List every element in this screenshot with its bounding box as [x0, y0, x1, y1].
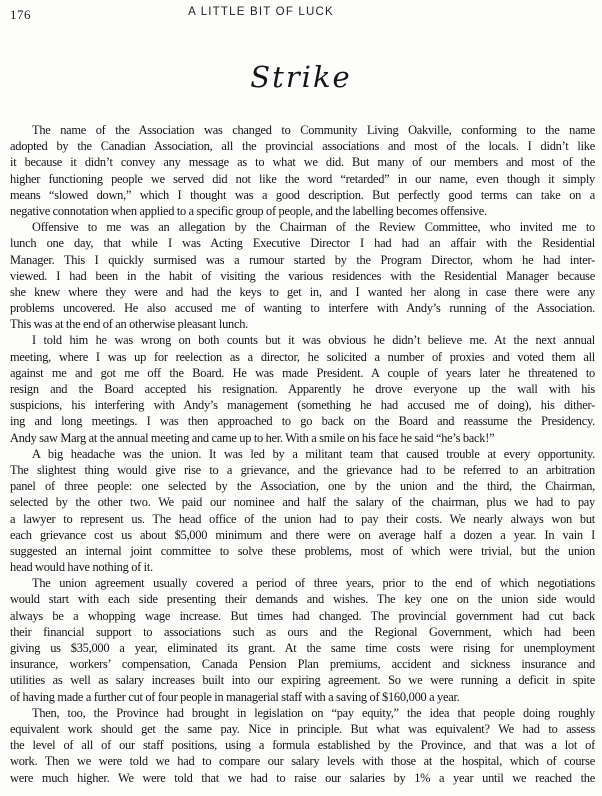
- text-line: always be a whopping wage increase. But times had changed. The provincial government had cut back: [10, 608, 595, 623]
- text-line: insurance, workers’ compensation, Canada Pension Plan premiums, accident and sickness insurance and: [10, 657, 595, 672]
- paragraph: [10, 705, 595, 786]
- text-line: negative connotation when applied to a specific group of people, and the labelling becomes offensive.: [10, 203, 487, 218]
- text-line: resign and the Board accepted his resignation. Apparently he drove everyone up the wall with his: [10, 382, 595, 396]
- text-line: Manager. This I quickly surmised was a rumour started by the Program Director, whom he had inter-: [10, 252, 595, 267]
- chapter-title: Strike: [250, 60, 352, 94]
- text-line: The slightest thing would give rise to a grievance, and the grievance had to be referred to an arbitration: [10, 462, 595, 477]
- text-line: would start with each side presenting their demands and wishes. The key one on the union side would: [10, 592, 595, 607]
- text-line: meeting, where I was up for reelection as a director, he solicited a number of proxies and voted them all: [10, 349, 595, 364]
- text-line: against me and got me off the Board. He was made President. A couple of years later he threatened to: [10, 365, 595, 380]
- paragraph: [10, 122, 595, 219]
- running-head: A LITTLE BIT OF LUCK: [188, 6, 334, 18]
- text-line: problems uncovered. He also accused me of wanting to interfere with Andy’s running of the Association.: [10, 301, 595, 316]
- text-line: giving us $35,000 a year, eliminated its grant. At the same time costs were rising for unemployment: [10, 641, 595, 655]
- text-line: their financial support to associations such as ours and the Regional Government, which had been: [10, 624, 595, 639]
- paragraph: [10, 446, 595, 576]
- text-line: The union agreement usually covered a period of three years, prior to the end of which negotiations: [32, 576, 595, 591]
- text-line: head would have nothing of it.: [10, 560, 153, 575]
- text-line: panel of three people: one selected by the Association, one by the union and the third, the Chairman,: [10, 479, 595, 494]
- text-line: were much higher. We were told that we had to raise our salaries by 1% a year until we reached the: [10, 770, 595, 785]
- text-line: Then, too, the Province had brought in legislation on “pay equity,” the idea that people doing roughly: [32, 705, 595, 720]
- text-line: selected by the other two. We paid our nominee and half the salary of the chairman, plus we had to pay: [10, 495, 595, 510]
- text-line: higher functioning people we served did not like the word “retarded” in our name, even though it simply: [10, 171, 595, 186]
- page-header: [0, 6, 602, 24]
- text-line: means “slowed down,” which I thought was a good description. But perfectly good terms can take on a: [10, 187, 595, 202]
- text-line: she knew where they were and had the keys to get in, and I wanted her along in case there were any: [10, 284, 595, 299]
- text-line: suggested an internal joint committee to solve these problems, most of which were trivial, but the union: [10, 543, 595, 558]
- paragraph: [10, 332, 595, 445]
- text-line: of having made a further cut of four people in managerial staff with a saving of $160,000 a year.: [10, 689, 460, 704]
- text-line: adopted by the Canadian Association, all the provincial associations and most of the locals. I didn’t like: [10, 139, 595, 154]
- text-line: The name of the Association was changed to Community Living Oakville, conforming to the name: [32, 123, 595, 137]
- text-line: I told him he was wrong on both counts but it was obvious he didn’t believe me. At the next annual: [32, 333, 595, 348]
- text-line: ing and long meetings. I was then approached to go back on the Board and reassume the Presidency.: [10, 414, 595, 429]
- text-line: each grievance cost us about $5,000 minimum and there were on average half a dozen a year. In vain I: [10, 527, 595, 542]
- text-line: work. Then we were told we had to compare our salary levels with those at the hospital, which of course: [10, 754, 595, 769]
- text-line: the level of all of our staff positions, using a formula established by the Province, and that was a lot of: [10, 738, 595, 753]
- text-line: suspicions, his interfering with Andy’s management (something he had accused me of doing), his dither-: [10, 398, 595, 413]
- paragraph: [10, 219, 595, 332]
- text-line: equivalent work should get the same pay. Nice in principle. But what was equivalent? We had to assess: [10, 721, 595, 736]
- text-line: Andy saw Marg at the annual meeting and came up to her. With a smile on his face he said “he’s back!”: [10, 430, 495, 445]
- text-line: lunch one day, that while I was Acting Executive Director I had had an affair with the Residential: [10, 236, 595, 251]
- text-line: A big headache was the union. It was led by a militant team that caused trouble at every opportunity.: [32, 446, 595, 461]
- text-line: a lawyer to represent us. The head office of the union had to pay their costs. We nearly always won but: [10, 511, 595, 526]
- paragraph: [10, 575, 595, 705]
- text-line: This was at the end of an otherwise pleasant lunch.: [10, 317, 249, 332]
- text-line: it because it didn’t convey any message as to what we did. But many of our members and most of the: [10, 155, 595, 170]
- body-text: [10, 122, 595, 786]
- page-number: 176: [10, 7, 31, 22]
- text-line: utilities as well as salary increases built into our expiring agreement. So we were running a deficit in spite: [10, 673, 595, 688]
- text-line: Offensive to me was an allegation by the Chairman of the Review Committee, who invited me to: [32, 220, 595, 235]
- text-line: viewed. I had been in the habit of visiting the various residences with the Residential Manager because: [10, 268, 595, 283]
